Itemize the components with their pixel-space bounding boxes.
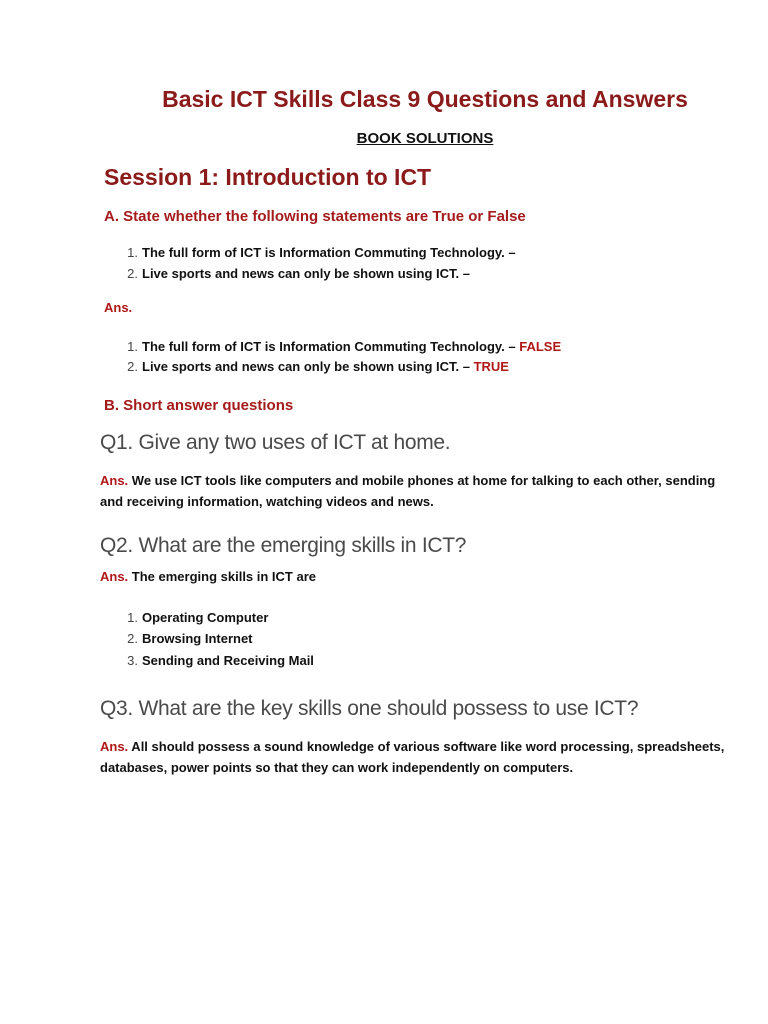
answer-2-text: The emerging skills in ICT are <box>128 569 317 584</box>
answer-text: Live sports and news can only be shown using ICT. – <box>142 359 474 374</box>
document-title: Basic ICT Skills Class 9 Questions and Answers <box>162 86 688 112</box>
list-number: 1. <box>127 610 138 625</box>
list-number: 3. <box>127 653 138 668</box>
answer-2 <box>100 566 316 587</box>
section-a-heading: A. State whether the following statements are True or False <box>104 208 526 225</box>
list-number: 2. <box>127 359 138 374</box>
question-3: Q3. What are the key skills one should possess to use ICT? <box>100 697 639 720</box>
list-number: 1. <box>127 245 138 260</box>
statement-text: The full form of ICT is Information Commuting Technology. – <box>142 245 516 260</box>
list-number: 2. <box>127 266 138 281</box>
ans-label: Ans. <box>100 739 129 754</box>
section-b-heading: B. Short answer questions <box>104 397 294 414</box>
book-solutions-subtitle: BOOK SOLUTIONS <box>356 130 494 147</box>
answer-text: The full form of ICT is Information Commuting Technology. – <box>142 339 520 354</box>
statement-item-2 <box>124 266 470 281</box>
skill-text: Sending and Receiving Mail <box>142 653 314 668</box>
section-a-ans-label: Ans. <box>104 300 133 315</box>
answer-3 <box>100 736 740 778</box>
skill-item-1 <box>124 610 268 625</box>
skill-text: Operating Computer <box>142 610 269 625</box>
ans-label: Ans. <box>100 473 129 488</box>
answer-1-text: We use ICT tools like computers and mobile phones at home for talking to each other, sending and receiving information, watching videos and news. <box>100 473 716 509</box>
statement-item-1 <box>124 245 516 260</box>
answer-1 <box>100 470 730 512</box>
session-title: Session 1: Introduction to ICT <box>104 164 432 190</box>
statement-text: Live sports and news can only be shown using ICT. – <box>142 266 470 281</box>
list-number: 1. <box>127 339 138 354</box>
answer-item-1 <box>124 339 561 354</box>
answer-item-2 <box>124 359 509 374</box>
answer-value: TRUE <box>473 359 509 374</box>
question-2: Q2. What are the emerging skills in ICT? <box>100 534 467 557</box>
answer-3-text: All should possess a sound knowledge of various software like word processing, spreadsheets, databases, power points so that they can work independently on computers. <box>100 739 725 775</box>
skill-text: Browsing Internet <box>142 631 253 646</box>
question-1: Q1. Give any two uses of ICT at home. <box>100 431 451 454</box>
answer-value: FALSE <box>519 339 562 354</box>
list-number: 2. <box>127 631 138 646</box>
skill-item-2 <box>124 631 253 646</box>
skill-item-3 <box>124 653 314 668</box>
ans-label: Ans. <box>100 569 129 584</box>
